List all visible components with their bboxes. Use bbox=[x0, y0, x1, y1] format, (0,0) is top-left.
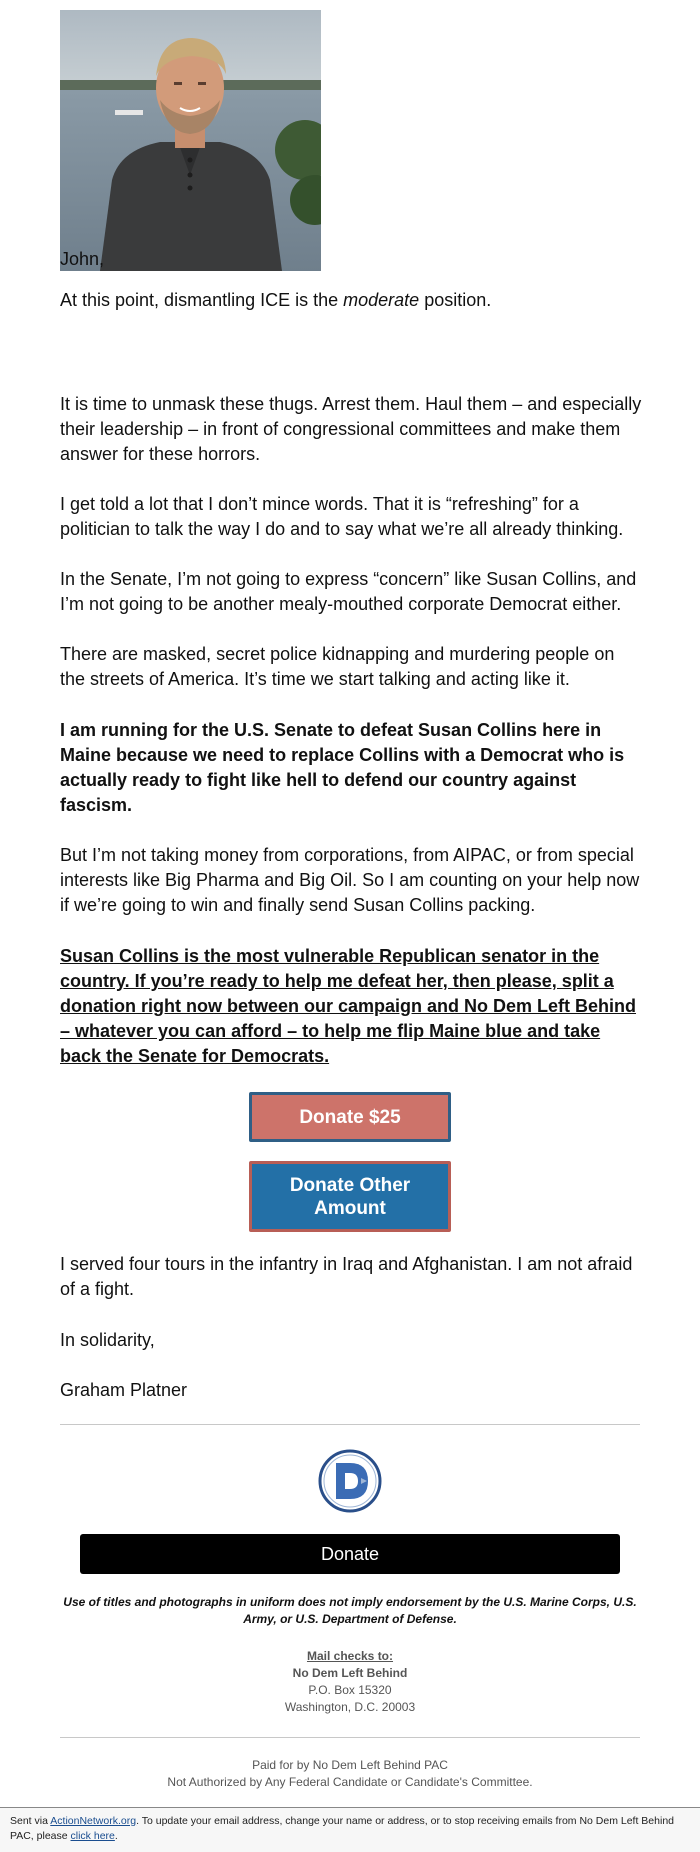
footer-donate-button[interactable]: Donate bbox=[80, 1534, 620, 1574]
paragraph-moderate: At this point, dismantling ICE is the moderate position. bbox=[60, 290, 492, 310]
donate-25-button[interactable]: Donate $25 bbox=[249, 1092, 451, 1142]
uniform-disclaimer: Use of titles and photographs in uniform does not imply endorsement by the U.S. Marine Corps, U.S. Army, or U.S. Department of Defense. bbox=[63, 1595, 637, 1626]
actionnetwork-link[interactable]: ActionNetwork.org bbox=[50, 1815, 137, 1827]
mail-po-box: P.O. Box 15320 bbox=[308, 1683, 392, 1697]
closing: In solidarity, bbox=[60, 1330, 155, 1350]
paragraph-served-tours: I served four tours in the infantry in Iraq and Afghanistan. I am not afraid of a fight. bbox=[60, 1254, 633, 1299]
paragraph-no-corporate-money: But I’m not taking money from corporations, from AIPAC, or from special interests like Big Pharma and Big Oil. So I am counting on your help now if we’re going to win and finally send Susan Collins packing. bbox=[60, 845, 640, 915]
donate-other-amount-button[interactable]: Donate Other Amount bbox=[249, 1161, 451, 1232]
paragraph-running-for-senate: I am running for the U.S. Senate to defeat Susan Collins here in Maine because we need to replace Collins with a Democrat who is actually ready to fight like hell to defend our country against fascism. bbox=[60, 720, 625, 815]
mail-checks-heading: Mail checks to: bbox=[306, 1649, 394, 1663]
paragraph-unmask: It is time to unmask these thugs. Arrest them. Haul them – and especially their leadership – in front of congressional committees and make them answer for these horrors. bbox=[60, 394, 642, 464]
greeting: John, bbox=[60, 249, 105, 269]
ndlb-logo-icon[interactable] bbox=[318, 1449, 382, 1513]
paragraph-senate-concern: In the Senate, I’m not going to express “concern” like Susan Collins, and I’m not going to be another mealy-mouthed corporate Democrat either. bbox=[60, 569, 637, 614]
paragraph-secret-police: There are masked, secret police kidnapping and murdering people on the streets of America. It’s time we start talking and acting like it. bbox=[60, 644, 615, 689]
divider-footer bbox=[60, 1737, 640, 1738]
unsubscribe-link[interactable]: click here bbox=[70, 1830, 115, 1842]
paragraph-donation-ask[interactable]: Susan Collins is the most vulnerable Republican senator in the country. If you’re ready to help me defeat her, then please, split a donation right now between our campaign and No Dem Left Behind – whatever you can afford – to help me flip Maine blue and take back the Senate for Democrats. bbox=[60, 946, 637, 1066]
divider bbox=[60, 1424, 640, 1425]
candidate-photo bbox=[60, 10, 321, 271]
system-footer: Sent via ActionNetwork.org. To update your email address, change your name or address, or to stop receiving emails from No Dem Left Behind PAC, please click here. bbox=[0, 1807, 700, 1852]
paragraph-mince-words: I get told a lot that I don’t mince words. That it is “refreshing” for a politician to talk the way I do and to say what we’re all already thinking. bbox=[60, 494, 624, 539]
not-authorized-text: Not Authorized by Any Federal Candidate or Candidate's Committee. bbox=[167, 1775, 533, 1789]
signature: Graham Platner bbox=[60, 1380, 188, 1400]
paid-for-text: Paid for by No Dem Left Behind PAC bbox=[252, 1758, 448, 1772]
mail-org-name: No Dem Left Behind bbox=[292, 1666, 408, 1680]
mail-city: Washington, D.C. 20003 bbox=[284, 1700, 416, 1714]
